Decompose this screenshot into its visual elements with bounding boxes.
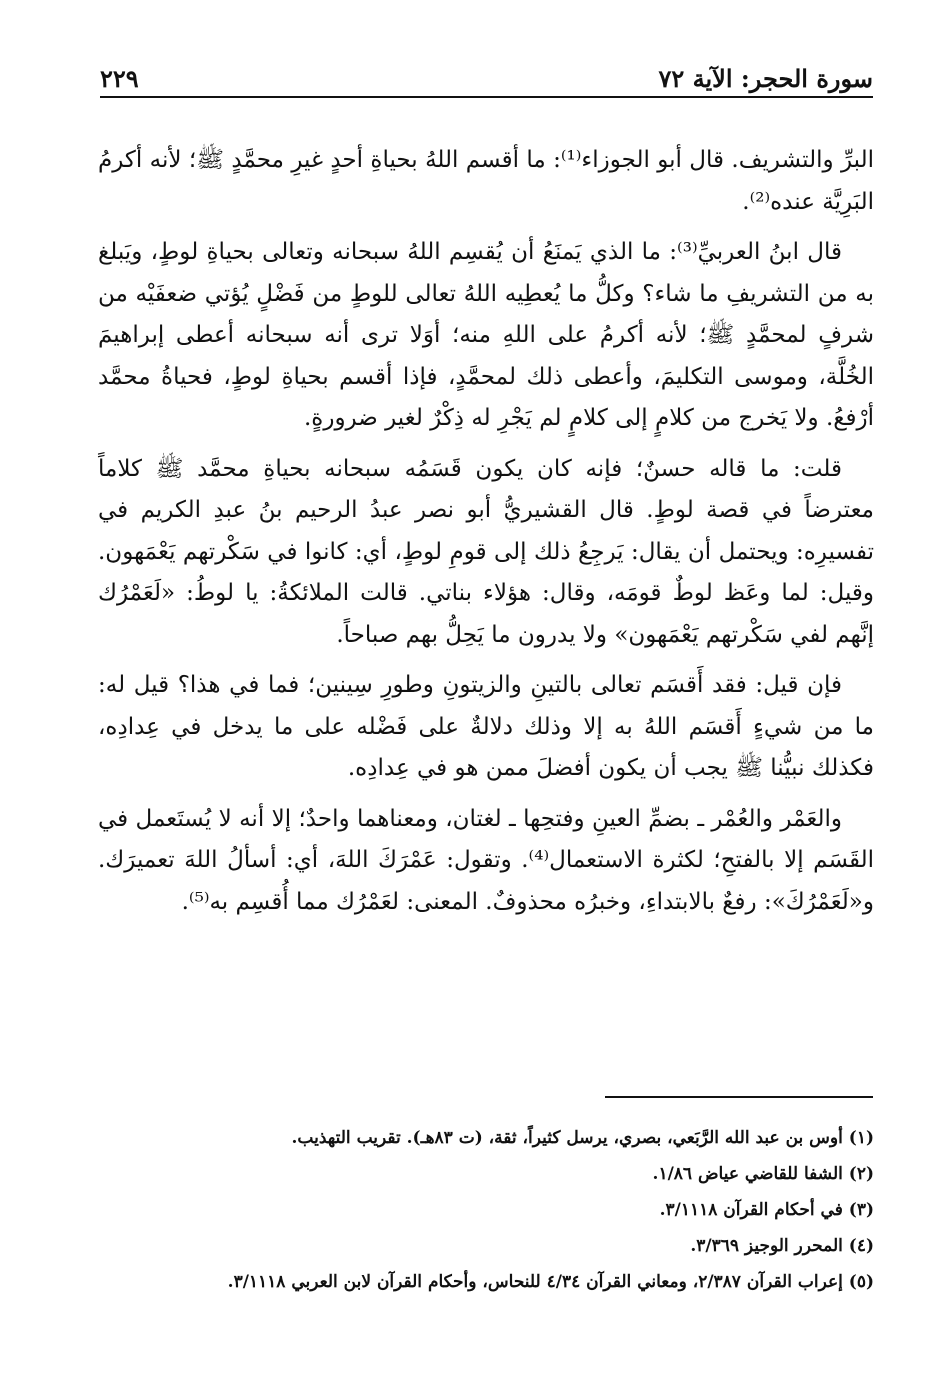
paragraph: فإن قيل: فقد أَقسَم تعالى بالتينِ والزيتونِ وطورِ سِينين؛ فما في هذا؟ قيل له: ما من شيءٍ أَقسَم اللهُ به إلا وذلك دلالةٌ على فَضْله على ما يدخل في عِدادِه، فكذلك نبيُّنا ﷺ يجب أن يكون أفضلَ ممن هو في عِدادِه. [98,672,874,781]
running-header [100,62,873,96]
paragraph: قلت: ما قاله حسنٌ؛ فإنه كان يكون قَسَمُه سبحانه بحياةِ محمَّد ﷺ كلاماً معترضاً في قصة لوطٍ. قال القشيريُّ أبو نصر عبدُ الرحيم بنُ عبدِ الكريم في تفسيرِه: ويحتمل أن يقال: يَرجِعُ ذلك إلى قومِ لوطٍ، أي: كانوا في سَكْرتهم يَعْمَهون. وقيل: لما وعَظ لوطٌ قومَه، وقال: هؤلاء بناتي. قالت الملائكةُ: يا لوطُ: «لَعَمْرُك إنَّهم لفي سَكْرتهم يَعْمَهون» ولا يدرون ما يَحِلُّ بهم صباحاً. [98,455,874,648]
paragraph: البرِّ والتشريف. قال أبو الجوزاء⁽¹⁾: ما أقسم اللهُ بحياةِ أحدٍ غيرِ محمَّدٍ ﷺ؛ لأنه أكرمُ البَرِيَّة عنده⁽²⁾. [98,147,875,215]
footnote: (١) أوس بن عبد الله الرَّبَعي، بصري، يرسل كثيراً، ثقة، (ت ٨٣هـ). تقريب التهذيب. [291,1128,874,1148]
paragraph: والعَمْر والعُمْر ـ بضمِّ العينِ وفتحِها ـ لغتان، ومعناهما واحدٌ؛ إلا أنه لا يُستَعمل في القَسَم إلا بالفتحِ؛ لكثرة الاستعمال⁽⁴⁾. وتقول: عَمْرَكَ اللهَ، أي: أسألُ اللهَ تعميرَك. و«لَعَمْرُكَ»: رفعٌ بالابتداءِ، وخبرُه محذوفٌ. المعنى: لعَمْرُك مما أُقسِم به⁽⁵⁾. [98,805,874,915]
footnotes [98,1120,874,1300]
chapter-title: سورة الحجر: الآية ٧٢ [658,64,873,93]
header-divider [100,96,873,98]
footnote: (٥) إعراب القرآن ٢/٣٨٧، ومعاني القرآن ٤/٣٤ للنحاس، وأحكام القرآن لابن العربي ٣/١١١٨. [227,1272,874,1292]
footnote: (٤) المحرر الوجيز ٣/٣٦٩. [690,1236,874,1256]
footnote: (٣) في أحكام القرآن ٣/١١١٨. [659,1200,874,1220]
footnote-divider [605,1096,873,1098]
page-number: ٢٢٩ [100,64,139,93]
main-text [98,140,874,932]
footnote: (٢) الشفا للقاضي عياض ١/٨٦. [652,1164,874,1184]
paragraph: قال ابنُ العربيِّ⁽³⁾: ما الذي يَمنَعُ أن يُقسِم اللهُ سبحانه وتعالى بحياةِ لوطٍ، ويَبلغ به من التشريفِ ما شاء؟ وكلُّ ما يُعطِيه اللهُ تعالى للوطٍ من فَضْلٍ يُؤتي ضعفَيْه من شرفٍ لمحمَّدٍ ﷺ؛ لأنه أكرمُ على اللهِ منه؛ أوَلا ترى أنه سبحانه أعطى إبراهيمَ الخُلَّة، وموسى التكليمَ، وأعطى ذلك لمحمَّدٍ، فإذا أقسم بحياةِ لوطٍ، فحياةُ محمَّد أرْفعُ. ولا يَخرج من كلامٍ إلى كلامٍ لم يَجْرِ له ذِكْرٌ لغير ضرورةٍ. [98,239,874,431]
